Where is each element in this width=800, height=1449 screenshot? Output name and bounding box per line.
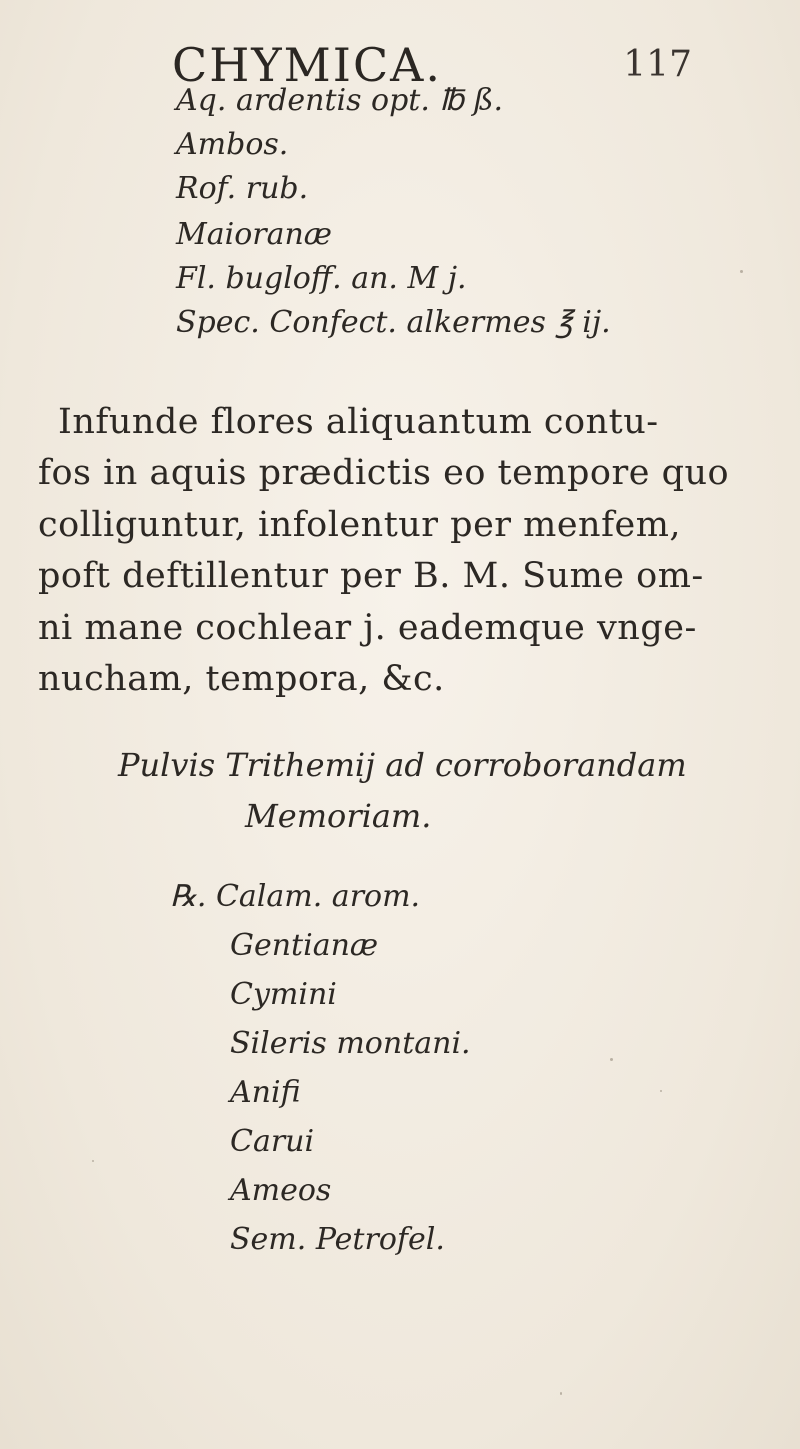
title-line: Memoriam. [245,797,432,835]
recipe-line: Anifi [230,1075,301,1110]
title-line: Pulvis Trithemij ad corroborandam [118,746,687,784]
recipe-line: Rof. rub. [176,171,309,206]
paragraph-line: nucham, tempora, &c. [38,659,445,699]
recipe-line: Gentianæ [230,928,379,963]
recipe-line: ℞. Calam. arom. [170,879,421,914]
paper-speck [610,1058,613,1061]
recipe-line: Sem. Petrofel. [230,1222,445,1257]
recipe-line: Ambos. [176,127,289,162]
recipe-line: Maioranæ [176,217,333,252]
recipe-line: Aq. ardentis opt. ℔ ß. [176,83,504,118]
recipe-line: Spec. Confect. alkermes ℥ ij. [176,305,611,340]
paper-speck [740,270,743,273]
recipe-line: Sileris montani. [230,1026,471,1061]
recipe-line: Fl. bugloff. an. M j. [176,261,467,296]
paragraph-line: poft deftillentur per B. M. Sume om- [38,556,704,596]
recipe-line: Cymini [230,977,337,1012]
paper-speck [92,1160,94,1162]
page-number: 117 [623,44,692,85]
running-head: CHYMICA. [172,38,442,92]
paragraph-line: ni mane cochlear j. eademque vnge- [38,608,697,648]
paragraph-line: Infunde flores aliquantum contu- [58,402,659,442]
paragraph-line: colliguntur, infolentur per menfem, [38,505,682,545]
paragraph-line: fos in aquis prædictis eo tempore quo [38,453,730,493]
paper-speck [660,1090,662,1092]
recipe-line: Ameos [230,1173,332,1208]
recipe-line: Carui [230,1124,315,1159]
paper-speck [560,1392,562,1395]
